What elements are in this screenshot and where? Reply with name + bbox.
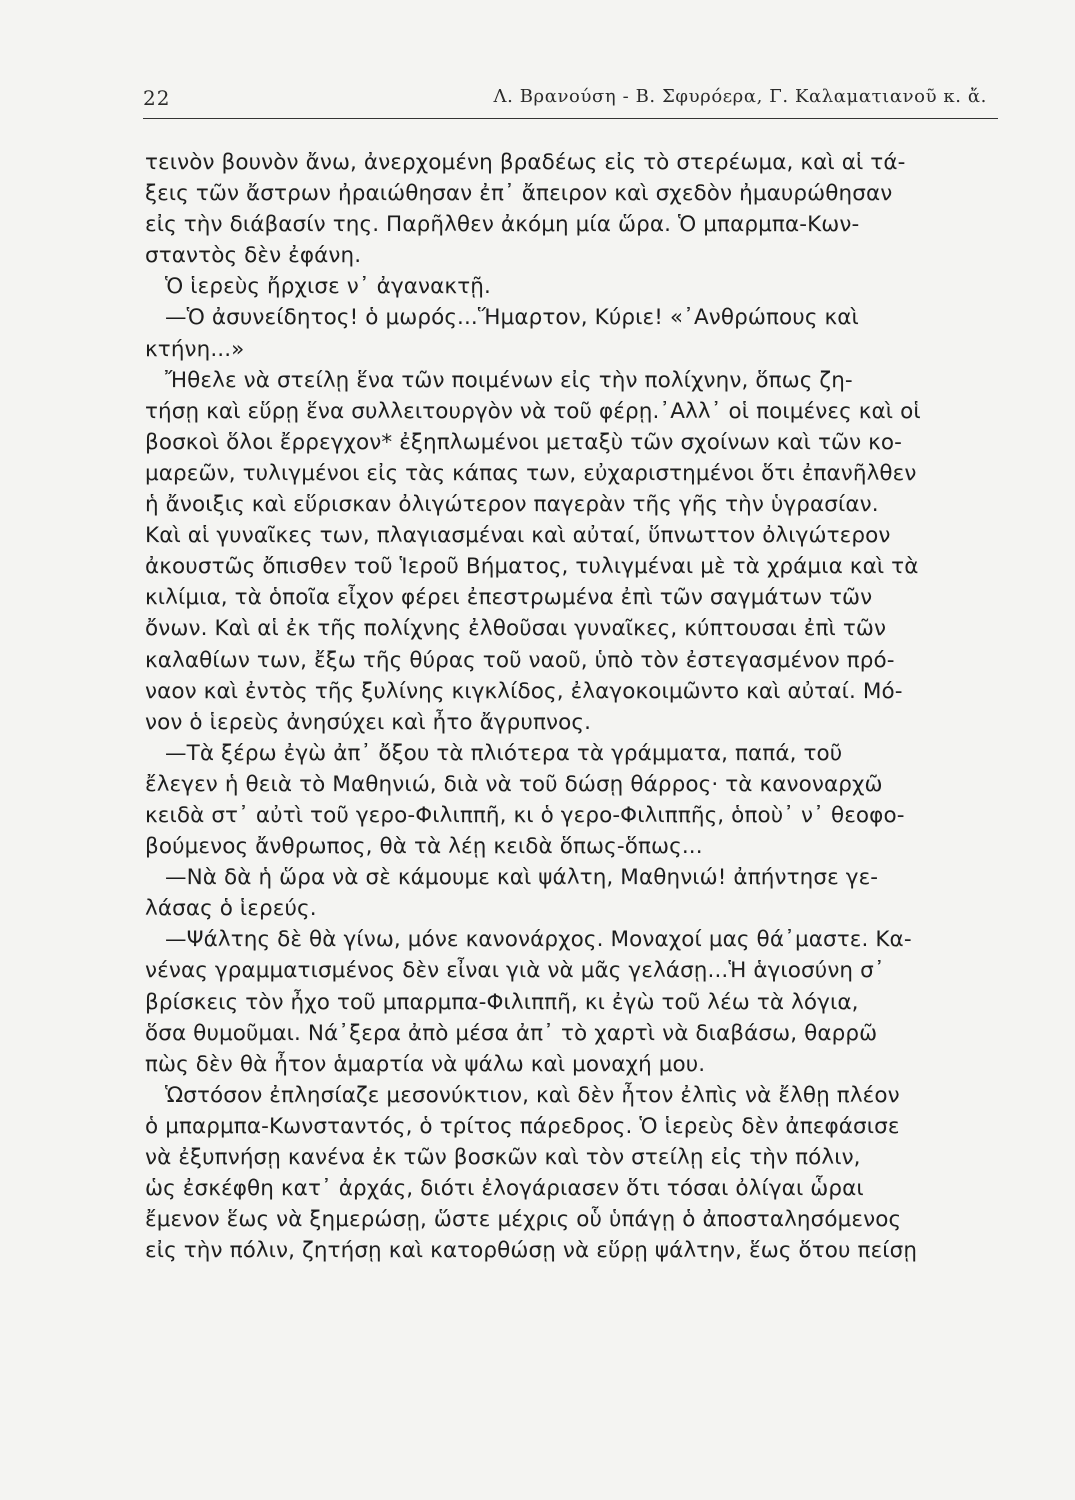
text-line: ὄνων. Καὶ αἱ ἐκ τῆς πολίχνης ἐλθοῦσαι γυναῖκες, κύπτουσαι ἐπὶ τῶν <box>145 616 887 642</box>
text-line: εἰς τὴν πόλιν, ζητήσῃ καὶ κατορθώσῃ νὰ εὕρῃ ψάλτην, ἕως ὅτου πείσῃ <box>145 1238 918 1264</box>
text-line: πὼς δὲν θὰ ἦτον ἁμαρτία νὰ ψάλω καὶ μοναχή μου. <box>145 1051 706 1077</box>
text-line: ξεις τῶν ἄστρων ἠραιώθησαν ἐπ᾿ ἄπειρον καὶ σχεδὸν ἠμαυρώθησαν <box>145 181 893 207</box>
text-line: ναον καὶ ἐντὸς τῆς ξυλίνης κιγκλίδος, ἐλαγοκοιμῶντο καὶ αὐταί. Μό- <box>145 678 903 704</box>
text-line: ὡς ἐσκέφθη κατ᾿ ἀρχάς, διότι ἐλογάριασεν ὅτι τόσαι ὀλίγαι ὧραι <box>145 1176 864 1202</box>
text-line: νὰ ἐξυπνήσῃ κανένα ἐκ τῶν βοσκῶν καὶ τὸν στείλῃ εἰς τὴν πόλιν, <box>145 1145 861 1170</box>
text-line: Ὡστόσον ἐπλησίαζε μεσονύκτιον, καὶ δὲν ἦτον ἐλπὶς νὰ ἔλθῃ πλέον <box>165 1082 900 1108</box>
text-line: ὅσα θυμοῦμαι. Νά᾿ξερα ἀπὸ μέσα ἀπ᾿ τὸ χαρτὶ νὰ διαβάσω, θαρρῶ <box>145 1020 878 1046</box>
text-line: νένας γραμματισμένος δὲν εἶναι γιὰ νὰ μᾶς γελάσῃ...Ἡ ἁγιοσύνη σ᾿ <box>145 958 885 984</box>
body-text <box>145 147 995 1266</box>
text-line: τήσῃ καὶ εὕρῃ ἕνα συλλειτουργὸν νὰ τοῦ φέρῃ.᾿Αλλ᾿ οἱ ποιμένες καὶ οἱ <box>145 398 921 424</box>
text-line: Ἤθελε νὰ στείλῃ ἕνα τῶν ποιμένων εἰς τὴν πολίχνην, ὅπως ζη- <box>165 367 853 393</box>
header-rule <box>143 118 998 119</box>
text-line: Καὶ αἱ γυναῖκες των, πλαγιασμέναι καὶ αὐταί, ὕπνωττον ὀλιγώτερον <box>145 523 891 549</box>
text-line: ἔμενον ἕως νὰ ξημερώσῃ, ὥστε μέχρις οὗ ὑπάγῃ ὁ ἀποσταλησόμενος <box>145 1207 902 1233</box>
text-line: κτήνη...» <box>145 336 245 362</box>
text-line: μαρεῶν, τυλιγμένοι εἰς τὰς κάπας των, εὐχαριστημένοι ὅτι ἐπανῆλθεν <box>145 460 917 486</box>
text-line: —Ψάλτης δὲ θὰ γίνω, μόνε κανονάρχος. Μοναχοί μας θά᾿μαστε. Κα- <box>165 927 912 953</box>
text-line: σταντὸς δὲν ἐφάνη. <box>145 243 362 269</box>
text-line: βρίσκεις τὸν ἦχο τοῦ μπαρμπα-Φιλιππῆ, κι ἐγὼ τοῦ λέω τὰ λόγια, <box>145 989 859 1015</box>
text-line: τεινὸν βουνὸν ἄνω, ἀνερχομένη βραδέως εἰς τὸ στερέωμα, καὶ αἱ τά- <box>145 150 906 175</box>
text-line: ἔλεγεν ἡ θειὰ τὸ Μαθηνιώ, διὰ νὰ τοῦ δώσῃ θάρρος· τὰ κανοναρχῶ <box>145 771 883 797</box>
text-line: λάσας ὁ ἱερεύς. <box>145 896 317 922</box>
text-line: εἰς τὴν διάβασίν της. Παρῆλθεν ἀκόμη μία ὥρα. Ὁ μπαρμπα-Κων- <box>145 212 860 238</box>
text-line: βούμενος ἄνθρωπος, θὰ τὰ λέῃ κειδὰ ὅπως-ὅπως... <box>145 834 703 860</box>
page-number: 22 <box>143 86 171 110</box>
text-line: Ὁ ἱερεὺς ἤρχισε ν᾿ ἀγανακτῇ. <box>165 274 491 300</box>
text-line: —Ὁ ἀσυνείδητος! ὁ μωρός...Ἥμαρτον, Κύριε! «᾿Ανθρώπους καὶ <box>165 305 859 331</box>
text-line: κειδὰ στ᾿ αὐτὶ τοῦ γερο-Φιλιππῆ, κι ὁ γερο-Φιλιππῆς, ὁποὺ᾿ ν᾿ θεοφο- <box>145 802 905 828</box>
text-line: —Νὰ δὰ ἡ ὥρα νὰ σὲ κάμουμε καὶ ψάλτη, Μαθηνιώ! ἀπήντησε γε- <box>165 865 879 891</box>
text-line: καλαθίων των, ἔξω τῆς θύρας τοῦ ναοῦ, ὑπὸ τὸν ἐστεγασμένον πρό- <box>145 647 895 673</box>
text-line: ὁ μπαρμπα-Κωνσταντός, ὁ τρίτος πάρεδρος. Ὁ ἱερεὺς δὲν ἀπεφάσισε <box>145 1113 900 1139</box>
text-line: —Τὰ ξέρω ἐγὼ ἀπ᾿ ὄξου τὰ πλιότερα τὰ γράμματα, παπά, τοῦ <box>165 740 843 766</box>
page-header <box>143 80 993 120</box>
text-line: κιλίμια, τὰ ὁποῖα εἶχον φέρει ἐπεστρωμένα ἐπὶ τῶν σαγμάτων τῶν <box>145 585 873 611</box>
running-head: Λ. Βρανούση - Β. Σφυρόερα, Γ. Καλαματιανοῦ κ. ἄ. <box>493 86 987 107</box>
text-line: νον ὁ ἱερεὺς ἀνησύχει καὶ ἦτο ἄγρυπνος. <box>145 709 592 735</box>
text-line: βοσκοὶ ὅλοι ἔρρεγχον* ἐξηπλωμένοι μεταξὺ τῶν σχοίνων καὶ τῶν κο- <box>145 429 903 455</box>
text-line: ἀκουστῶς ὄπισθεν τοῦ Ἱεροῦ Βήματος, τυλιγμέναι μὲ τὰ χράμια καὶ τὰ <box>145 554 919 580</box>
text-line: ἡ ἄνοιξις καὶ εὕρισκαν ὀλιγώτερον παγερὰν τῆς γῆς τὴν ὑγρασίαν. <box>145 492 879 518</box>
